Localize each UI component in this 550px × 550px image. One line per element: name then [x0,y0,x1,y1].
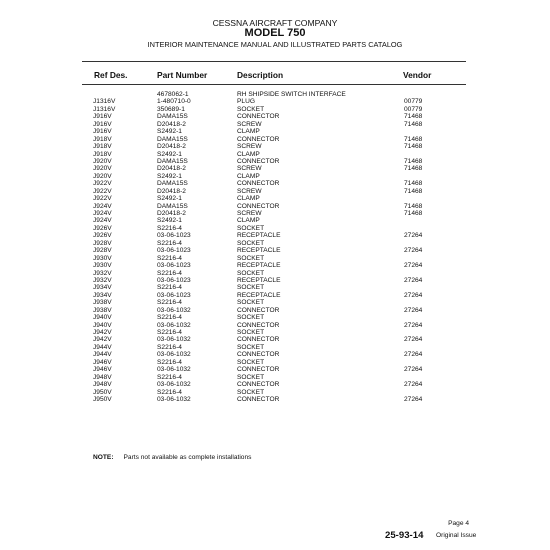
cell-part-number: 350689-1 [157,105,185,113]
cell-description: CONNECTOR [237,351,280,359]
table-row [0,351,550,358]
cell-description: CLAMP [237,217,260,225]
cell-part-number: 03-06-1023 [157,276,191,284]
cell-ref-des: J944V [93,343,112,351]
cell-part-number: S2216-4 [157,299,182,307]
cell-ref-des: J948V [93,381,112,389]
table-row [0,225,550,232]
cell-description: CONNECTOR [237,306,280,314]
cell-ref-des: J946V [93,366,112,374]
cell-description: SCREW [237,143,262,151]
cell-part-number: 03-06-1032 [157,306,191,314]
cell-description: SOCKET [237,388,265,396]
table-row [0,210,550,217]
cell-part-number: S2492-1 [157,150,182,158]
cell-vendor: 27264 [404,351,423,359]
cell-ref-des: J926V [93,224,112,232]
cell-ref-des: J938V [93,306,112,314]
table-row [0,128,550,135]
cell-description: SCREW [237,210,262,217]
cell-part-number: S2492-1 [157,172,182,180]
cell-vendor: 27264 [404,321,423,329]
cell-vendor: 71468 [404,187,423,195]
cell-ref-des: J920V [93,157,112,165]
cell-part-number: D20418-2 [157,165,186,173]
cell-vendor: 27264 [404,366,423,374]
column-header-description: Description [237,70,284,80]
document-number: 25-93-14 [385,530,424,541]
table-row [0,359,550,366]
cell-description: SOCKET [237,254,265,262]
table-row [0,389,550,396]
cell-ref-des: J946V [93,358,112,366]
cell-ref-des: J940V [93,321,112,329]
cell-description: SCREW [237,187,262,195]
cell-ref-des: J934V [93,291,112,299]
cell-vendor: 27264 [404,232,423,240]
table-row [0,247,550,254]
cell-part-number: S2492-1 [157,195,182,203]
cell-vendor: 27264 [404,336,423,344]
cell-ref-des: J922V [93,195,112,203]
cell-part-number: 03-06-1032 [157,366,191,374]
table-row [0,366,550,373]
cell-description: SOCKET [237,343,265,351]
cell-ref-des: J1316V [93,105,116,113]
cell-part-number: D20418-2 [157,187,186,195]
table-row [0,217,550,224]
cell-ref-des: J940V [93,314,112,322]
cell-description: PLUG [237,98,255,106]
column-header-vendor: Vendor [403,70,432,80]
table-row [0,232,550,239]
table-row [0,121,550,128]
cell-ref-des: J920V [93,165,112,173]
cell-ref-des: J930V [93,262,112,270]
table-row [0,277,550,284]
cell-vendor: 71468 [404,210,423,217]
cell-part-number: DAMA15S [157,113,188,121]
table-row [0,188,550,195]
cell-description: RECEPTACLE [237,262,281,270]
company-name: CESSNA AIRCRAFT COMPANY [212,18,338,28]
table-row [0,381,550,388]
cell-ref-des: J950V [93,395,112,403]
table-row [0,262,550,269]
cell-vendor: 27264 [404,276,423,284]
cell-part-number: S2216-4 [157,239,182,247]
cell-part-number: 03-06-1023 [157,291,191,299]
table-row [0,195,550,202]
cell-description: SOCKET [237,284,265,292]
table-row [0,299,550,306]
cell-ref-des: J924V [93,210,112,217]
table-row [0,98,550,105]
cell-ref-des: J928V [93,247,112,255]
cell-ref-des: J926V [93,232,112,240]
cell-vendor: 27264 [404,291,423,299]
cell-ref-des: J922V [93,187,112,195]
cell-description: RECEPTACLE [237,232,281,240]
cell-description: CLAMP [237,172,260,180]
note [93,454,251,461]
cell-part-number: S2216-4 [157,358,182,366]
cell-ref-des: J950V [93,388,112,396]
cell-description: SOCKET [237,299,265,307]
cell-description: RECEPTACLE [237,247,281,255]
cell-part-number: 03-06-1032 [157,351,191,359]
cell-description: SCREW [237,165,262,173]
cell-part-number: 03-06-1032 [157,321,191,329]
cell-ref-des: J918V [93,143,112,151]
cell-vendor: 27264 [404,395,423,403]
cell-description: SOCKET [237,373,265,381]
issue-status: Original Issue [436,532,477,539]
cell-part-number: 4678062-1 [157,91,189,98]
cell-ref-des: J938V [93,299,112,307]
table-row [0,151,550,158]
cell-description: RH SHIPSIDE SWITCH INTERFACE [237,91,346,98]
cell-vendor: 27264 [404,247,423,255]
model-title: MODEL 750 [244,27,306,39]
cell-description: CLAMP [237,150,260,158]
cell-ref-des: J944V [93,351,112,359]
cell-description: CLAMP [237,195,260,203]
table-row [0,270,550,277]
cell-vendor: 71468 [404,143,423,151]
cell-ref-des: J922V [93,180,112,188]
cell-ref-des: J916V [93,128,112,136]
cell-part-number: 03-06-1023 [157,232,191,240]
table-row [0,106,550,113]
table-row [0,143,550,150]
cell-description: SOCKET [237,105,265,113]
cell-vendor: 71468 [404,180,423,188]
cell-description: SOCKET [237,358,265,366]
cell-part-number: 03-06-1032 [157,336,191,344]
cell-part-number: S2492-1 [157,128,182,136]
table-row [0,165,550,172]
cell-part-number: S2216-4 [157,343,182,351]
cell-description: SOCKET [237,239,265,247]
cell-part-number: S2216-4 [157,329,182,336]
cell-ref-des: J932V [93,276,112,284]
table-row [0,113,550,120]
table-row [0,173,550,180]
cell-ref-des: J916V [93,120,112,128]
cell-description: CLAMP [237,128,260,136]
cell-vendor: 71468 [404,157,423,165]
cell-vendor: 00779 [404,105,423,113]
cell-ref-des: J928V [93,239,112,247]
top-divider [82,61,466,62]
cell-vendor: 27264 [404,262,423,270]
table-row [0,292,550,299]
table-row [0,158,550,165]
table-row [0,396,550,403]
cell-ref-des: J942V [93,336,112,344]
table-row [0,180,550,187]
cell-part-number: 03-06-1023 [157,247,191,255]
cell-description: CONNECTOR [237,395,280,403]
parts-table [0,91,550,403]
table-row [0,336,550,343]
cell-part-number: 03-06-1032 [157,381,191,389]
cell-part-number: S2216-4 [157,254,182,262]
cell-part-number: 03-06-1023 [157,262,191,270]
table-row [0,91,550,98]
table-row [0,284,550,291]
cell-part-number: DAMA15S [157,157,188,165]
cell-ref-des: J948V [93,373,112,381]
manual-title: INTERIOR MAINTENANCE MANUAL AND ILLUSTRATED PARTS CATALOG [147,40,403,49]
table-row [0,136,550,143]
cell-part-number: D20418-2 [157,210,186,217]
cell-vendor: 71468 [404,120,423,128]
table-row [0,255,550,262]
cell-vendor: 27264 [404,381,423,389]
cell-vendor: 71468 [404,135,423,143]
cell-ref-des: J924V [93,202,112,210]
cell-description: CONNECTOR [237,202,280,210]
cell-part-number: D20418-2 [157,143,186,151]
cell-description: CONNECTOR [237,321,280,329]
cell-part-number: S2216-4 [157,284,182,292]
column-header-part-number: Part Number [157,70,208,80]
table-row [0,314,550,321]
cell-part-number: DAMA15S [157,180,188,188]
cell-description: SOCKET [237,269,265,277]
cell-part-number: S2216-4 [157,224,182,232]
cell-description: CONNECTOR [237,336,280,344]
note-text: Parts not available as complete installations [123,454,252,461]
cell-description: RECEPTACLE [237,291,281,299]
cell-description: CONNECTOR [237,113,280,121]
cell-part-number: D20418-2 [157,120,186,128]
column-header-ref-des: Ref Des. [94,70,128,80]
note-label: NOTE: [93,454,114,461]
header-divider [82,84,466,85]
table-row [0,374,550,381]
table-row [0,329,550,336]
cell-description: SOCKET [237,329,265,336]
cell-description: SOCKET [237,314,265,322]
cell-part-number: 1-480710-0 [157,98,191,106]
table-row [0,322,550,329]
cell-part-number: S2492-1 [157,217,182,225]
cell-ref-des: J934V [93,284,112,292]
cell-description: SCREW [237,120,262,128]
page-number: Page 4 [448,520,469,527]
cell-vendor: 71468 [404,165,423,173]
cell-part-number: S2216-4 [157,388,182,396]
cell-description: CONNECTOR [237,180,280,188]
cell-part-number: DAMA15S [157,135,188,143]
cell-vendor: 71468 [404,202,423,210]
cell-description: CONNECTOR [237,366,280,374]
cell-description: SOCKET [237,224,265,232]
cell-part-number: S2216-4 [157,269,182,277]
cell-ref-des: J930V [93,254,112,262]
cell-ref-des: J918V [93,135,112,143]
table-row [0,203,550,210]
cell-ref-des: J932V [93,269,112,277]
cell-part-number: S2216-4 [157,314,182,322]
cell-description: CONNECTOR [237,157,280,165]
cell-part-number: DAMA15S [157,202,188,210]
cell-vendor: 00779 [404,98,423,106]
cell-ref-des: J924V [93,217,112,225]
cell-part-number: 03-06-1032 [157,395,191,403]
cell-description: CONNECTOR [237,381,280,389]
cell-part-number: S2216-4 [157,373,182,381]
cell-description: RECEPTACLE [237,276,281,284]
table-row [0,240,550,247]
cell-vendor: 27264 [404,306,423,314]
cell-ref-des: J920V [93,172,112,180]
cell-vendor: 71468 [404,113,423,121]
cell-description: CONNECTOR [237,135,280,143]
cell-ref-des: J1316V [93,98,116,106]
cell-ref-des: J942V [93,329,112,336]
cell-ref-des: J918V [93,150,112,158]
table-row [0,307,550,314]
cell-ref-des: J916V [93,113,112,121]
table-row [0,344,550,351]
